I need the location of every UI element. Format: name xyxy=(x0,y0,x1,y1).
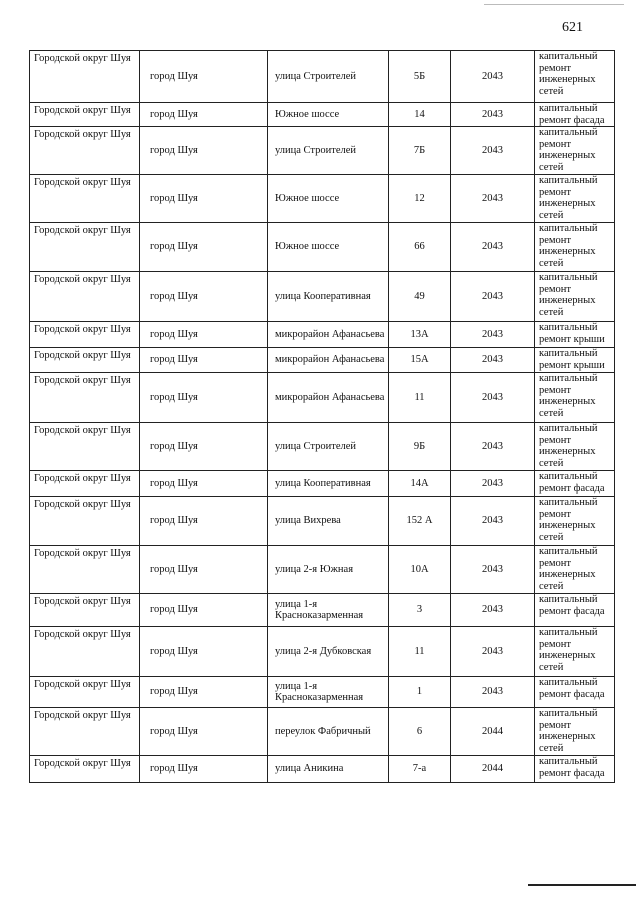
street-cell: улица Аникина xyxy=(268,756,389,783)
year-cell: 2043 xyxy=(451,127,535,175)
house-number-cell: 66 xyxy=(389,223,451,272)
year-cell: 2043 xyxy=(451,103,535,127)
street-cell: микрорайон Афанасьева xyxy=(268,373,389,423)
city-cell: город Шуя xyxy=(140,423,268,471)
table-row xyxy=(30,127,615,175)
region-cell: Городской округ Шуя xyxy=(30,373,140,423)
city-cell: город Шуя xyxy=(140,223,268,272)
table-row xyxy=(30,103,615,127)
table-row xyxy=(30,546,615,594)
street-cell: микрорайон Афанасьева xyxy=(268,348,389,373)
region-cell: Городской округ Шуя xyxy=(30,348,140,373)
table-row xyxy=(30,348,615,373)
house-number-cell: 49 xyxy=(389,272,451,322)
street-cell: Южное шоссе xyxy=(268,175,389,223)
house-number-cell: 11 xyxy=(389,373,451,423)
year-cell: 2043 xyxy=(451,497,535,546)
table-row xyxy=(30,594,615,627)
city-cell: город Шуя xyxy=(140,471,268,497)
year-cell: 2043 xyxy=(451,322,535,348)
work-type-cell: капитальный ремонт фасада xyxy=(535,103,615,127)
table-row xyxy=(30,471,615,497)
year-cell: 2043 xyxy=(451,223,535,272)
year-cell: 2043 xyxy=(451,348,535,373)
city-cell: город Шуя xyxy=(140,756,268,783)
table-row xyxy=(30,373,615,423)
work-type-cell: капитальный ремонт инженерных сетей xyxy=(535,51,615,103)
city-cell: город Шуя xyxy=(140,103,268,127)
region-cell: Городской округ Шуя xyxy=(30,175,140,223)
page-number: 621 xyxy=(562,20,583,35)
work-type-cell: капитальный ремонт фасада xyxy=(535,594,615,627)
street-cell: улица 1-я Краснокaзарменная xyxy=(268,677,389,708)
city-cell: город Шуя xyxy=(140,272,268,322)
work-type-cell: капитальный ремонт инженерных сетей xyxy=(535,127,615,175)
table-row xyxy=(30,322,615,348)
street-cell: улица Кооперативная xyxy=(268,471,389,497)
work-type-cell: капитальный ремонт инженерных сетей xyxy=(535,627,615,677)
table-row xyxy=(30,497,615,546)
city-cell: город Шуя xyxy=(140,546,268,594)
work-type-cell: капитальный ремонт фасада xyxy=(535,677,615,708)
region-cell: Городской округ Шуя xyxy=(30,322,140,348)
work-type-cell: капитальный ремонт инженерных сетей xyxy=(535,546,615,594)
region-cell: Городской округ Шуя xyxy=(30,103,140,127)
city-cell: город Шуя xyxy=(140,594,268,627)
work-type-cell: капитальный ремонт крыши xyxy=(535,348,615,373)
street-cell: улица Строителей xyxy=(268,51,389,103)
house-number-cell: 12 xyxy=(389,175,451,223)
repair-schedule-table xyxy=(29,50,615,783)
table-row xyxy=(30,423,615,471)
year-cell: 2044 xyxy=(451,756,535,783)
house-number-cell: 5Б xyxy=(389,51,451,103)
house-number-cell: 11 xyxy=(389,627,451,677)
region-cell: Городской округ Шуя xyxy=(30,272,140,322)
region-cell: Городской округ Шуя xyxy=(30,546,140,594)
year-cell: 2043 xyxy=(451,423,535,471)
region-cell: Городской округ Шуя xyxy=(30,471,140,497)
table-row xyxy=(30,708,615,756)
region-cell: Городской округ Шуя xyxy=(30,594,140,627)
work-type-cell: капитальный ремонт инженерных сетей xyxy=(535,175,615,223)
work-type-cell: капитальный ремонт крыши xyxy=(535,322,615,348)
year-cell: 2043 xyxy=(451,175,535,223)
city-cell: город Шуя xyxy=(140,51,268,103)
house-number-cell: 13А xyxy=(389,322,451,348)
city-cell: город Шуя xyxy=(140,677,268,708)
city-cell: город Шуя xyxy=(140,348,268,373)
street-cell: Южное шоссе xyxy=(268,103,389,127)
table-row xyxy=(30,627,615,677)
city-cell: город Шуя xyxy=(140,373,268,423)
region-cell: Городской округ Шуя xyxy=(30,127,140,175)
table-row xyxy=(30,223,615,272)
table-row xyxy=(30,756,615,783)
street-cell: улица Строителей xyxy=(268,127,389,175)
year-cell: 2043 xyxy=(451,471,535,497)
house-number-cell: 6 xyxy=(389,708,451,756)
table-row xyxy=(30,272,615,322)
street-cell: переулок Фабричный xyxy=(268,708,389,756)
work-type-cell: капитальный ремонт инженерных сетей xyxy=(535,423,615,471)
house-number-cell: 7Б xyxy=(389,127,451,175)
city-cell: город Шуя xyxy=(140,175,268,223)
year-cell: 2043 xyxy=(451,677,535,708)
year-cell: 2043 xyxy=(451,373,535,423)
bottom-rule xyxy=(528,884,636,886)
year-cell: 2043 xyxy=(451,272,535,322)
region-cell: Городской округ Шуя xyxy=(30,677,140,708)
street-cell: улица Кооперативная xyxy=(268,272,389,322)
region-cell: Городской округ Шуя xyxy=(30,223,140,272)
work-type-cell: капитальный ремонт инженерных сетей xyxy=(535,497,615,546)
work-type-cell: капитальный ремонт инженерных сетей xyxy=(535,373,615,423)
year-cell: 2043 xyxy=(451,51,535,103)
table-row xyxy=(30,51,615,103)
house-number-cell: 14 xyxy=(389,103,451,127)
street-cell: улица 1-я Краснокaзарменная xyxy=(268,594,389,627)
table-row xyxy=(30,677,615,708)
region-cell: Городской округ Шуя xyxy=(30,423,140,471)
table-row xyxy=(30,175,615,223)
year-cell: 2043 xyxy=(451,594,535,627)
work-type-cell: капитальный ремонт фасада xyxy=(535,471,615,497)
city-cell: город Шуя xyxy=(140,627,268,677)
table-body xyxy=(30,51,615,783)
work-type-cell: капитальный ремонт инженерных сетей xyxy=(535,223,615,272)
street-cell: Южное шоссе xyxy=(268,223,389,272)
city-cell: город Шуя xyxy=(140,127,268,175)
street-cell: улица 2-я Южная xyxy=(268,546,389,594)
city-cell: город Шуя xyxy=(140,322,268,348)
year-cell: 2043 xyxy=(451,546,535,594)
year-cell: 2043 xyxy=(451,627,535,677)
street-cell: улица Строителей xyxy=(268,423,389,471)
year-cell: 2044 xyxy=(451,708,535,756)
work-type-cell: капитальный ремонт фасада xyxy=(535,756,615,783)
street-cell: улица 2-я Дубковская xyxy=(268,627,389,677)
house-number-cell: 1 xyxy=(389,677,451,708)
street-cell: микрорайон Афанасьева xyxy=(268,322,389,348)
region-cell: Городской округ Шуя xyxy=(30,708,140,756)
house-number-cell: 9Б xyxy=(389,423,451,471)
top-rule xyxy=(484,4,624,5)
region-cell: Городской округ Шуя xyxy=(30,497,140,546)
city-cell: город Шуя xyxy=(140,497,268,546)
house-number-cell: 7-а xyxy=(389,756,451,783)
street-cell: улица Вихрева xyxy=(268,497,389,546)
house-number-cell: 3 xyxy=(389,594,451,627)
region-cell: Городской округ Шуя xyxy=(30,627,140,677)
region-cell: Городской округ Шуя xyxy=(30,51,140,103)
city-cell: город Шуя xyxy=(140,708,268,756)
house-number-cell: 152 А xyxy=(389,497,451,546)
house-number-cell: 10А xyxy=(389,546,451,594)
work-type-cell: капитальный ремонт инженерных сетей xyxy=(535,708,615,756)
work-type-cell: капитальный ремонт инженерных сетей xyxy=(535,272,615,322)
house-number-cell: 14А xyxy=(389,471,451,497)
region-cell: Городской округ Шуя xyxy=(30,756,140,783)
house-number-cell: 15А xyxy=(389,348,451,373)
